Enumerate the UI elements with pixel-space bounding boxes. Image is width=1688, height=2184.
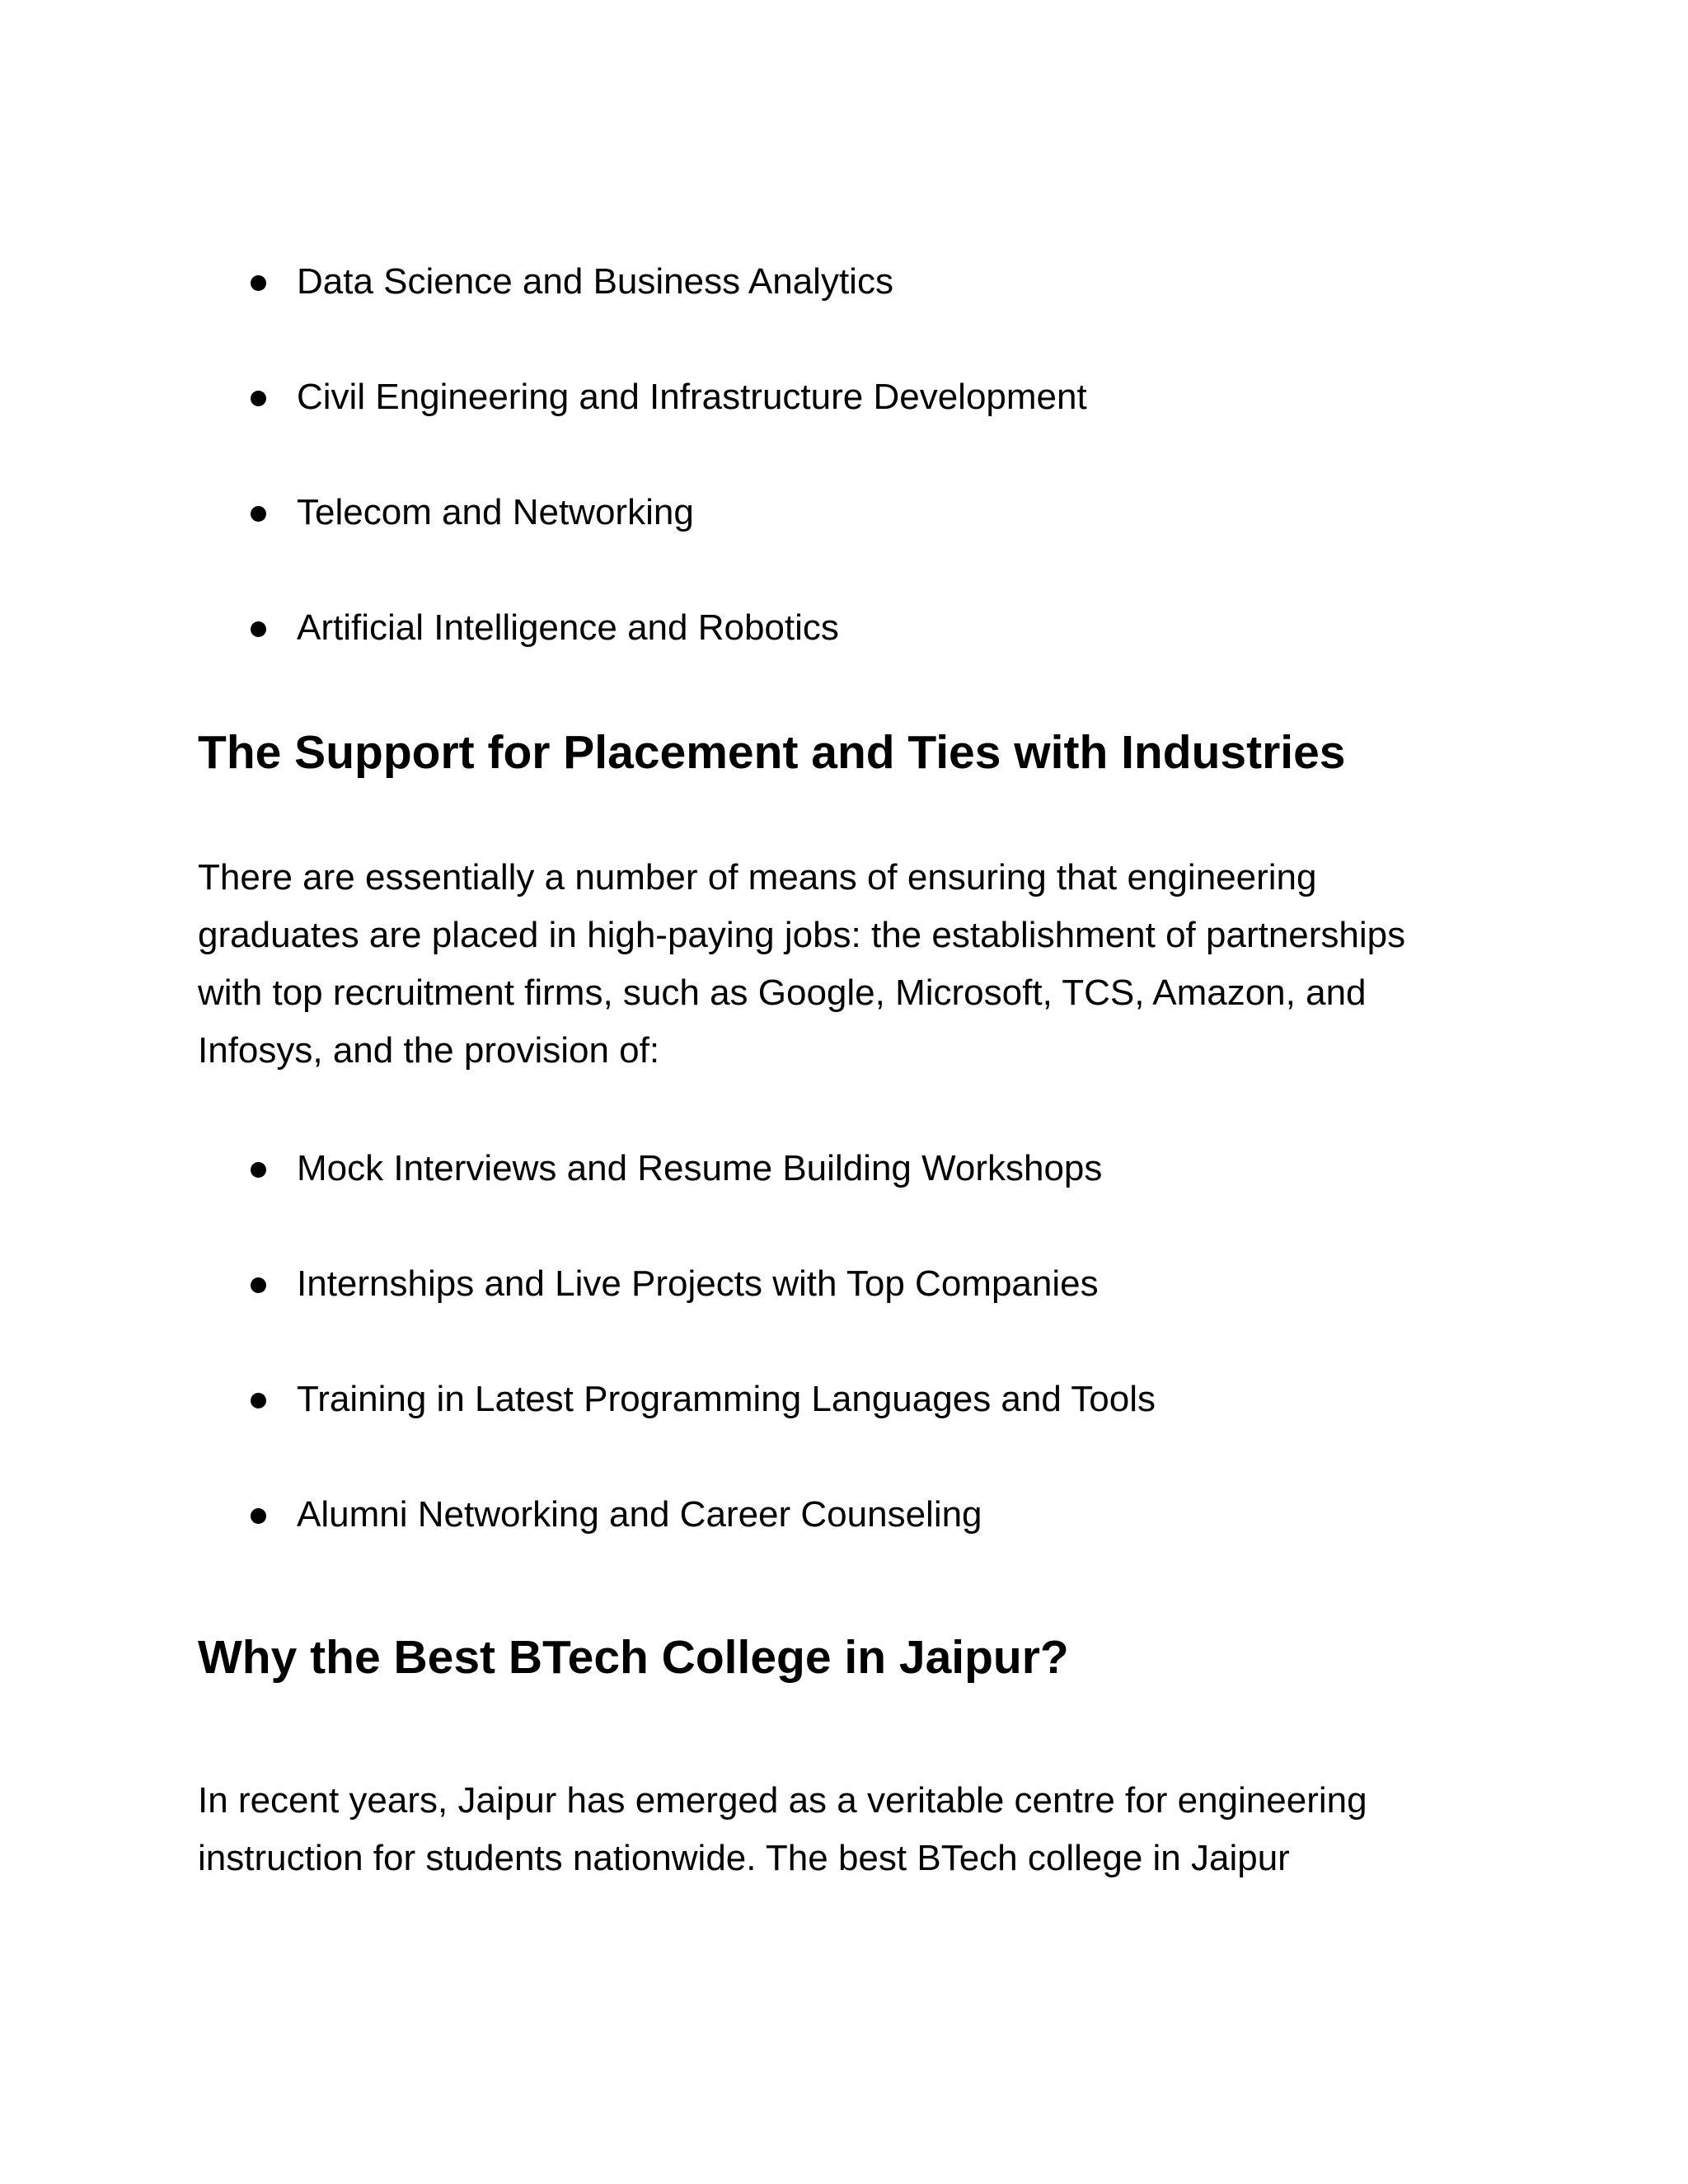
paragraph-line: In recent years, Jaipur has emerged as a veritable centre for engineering [198, 1780, 1367, 1821]
bullet-icon [251, 1162, 266, 1178]
list-item [247, 603, 1087, 719]
list-item-text: Alumni Networking and Career Counseling [297, 1494, 982, 1535]
list-item [247, 1375, 1156, 1490]
specialization-list [247, 257, 1087, 719]
bullet-icon [251, 275, 266, 291]
list-item [247, 1490, 1156, 1605]
jaipur-paragraph [198, 1772, 1517, 1887]
placement-section-heading: The Support for Placement and Ties with Industries [198, 726, 1346, 779]
bullet-icon [251, 506, 266, 522]
bullet-icon [251, 1508, 266, 1524]
list-item-text: Mock Interviews and Resume Building Workshops [297, 1148, 1103, 1188]
list-item-text: Training in Latest Programming Languages and Tools [297, 1379, 1156, 1419]
bullet-icon [251, 1393, 266, 1408]
paragraph-line: Infosys, and the provision of: [198, 1030, 660, 1071]
bullet-icon [251, 621, 266, 637]
list-item-text: Telecom and Networking [297, 492, 694, 532]
list-item [247, 1144, 1156, 1259]
list-item-text: Internships and Live Projects with Top Companies [297, 1263, 1099, 1304]
bullet-icon [251, 391, 266, 406]
list-item-text: Data Science and Business Analytics [297, 261, 893, 302]
paragraph-line: instruction for students nationwide. The best BTech college in Jaipur [198, 1838, 1290, 1878]
list-item [247, 488, 1087, 603]
paragraph-line: with top recruitment firms, such as Google, Microsoft, TCS, Amazon, and [198, 972, 1367, 1013]
list-item-text: Artificial Intelligence and Robotics [297, 607, 839, 648]
list-item [247, 1259, 1156, 1375]
list-item-text: Civil Engineering and Infrastructure Development [297, 377, 1087, 417]
list-item [247, 373, 1087, 488]
placement-support-list [247, 1144, 1156, 1605]
paragraph-line: There are essentially a number of means of ensuring that engineering [198, 857, 1317, 898]
paragraph-line: graduates are placed in high-paying jobs: the establishment of partnerships [198, 915, 1406, 955]
bullet-icon [251, 1277, 266, 1293]
placement-paragraph [198, 849, 1517, 1080]
list-item [247, 257, 1087, 373]
jaipur-section-heading: Why the Best BTech College in Jaipur? [198, 1631, 1069, 1684]
